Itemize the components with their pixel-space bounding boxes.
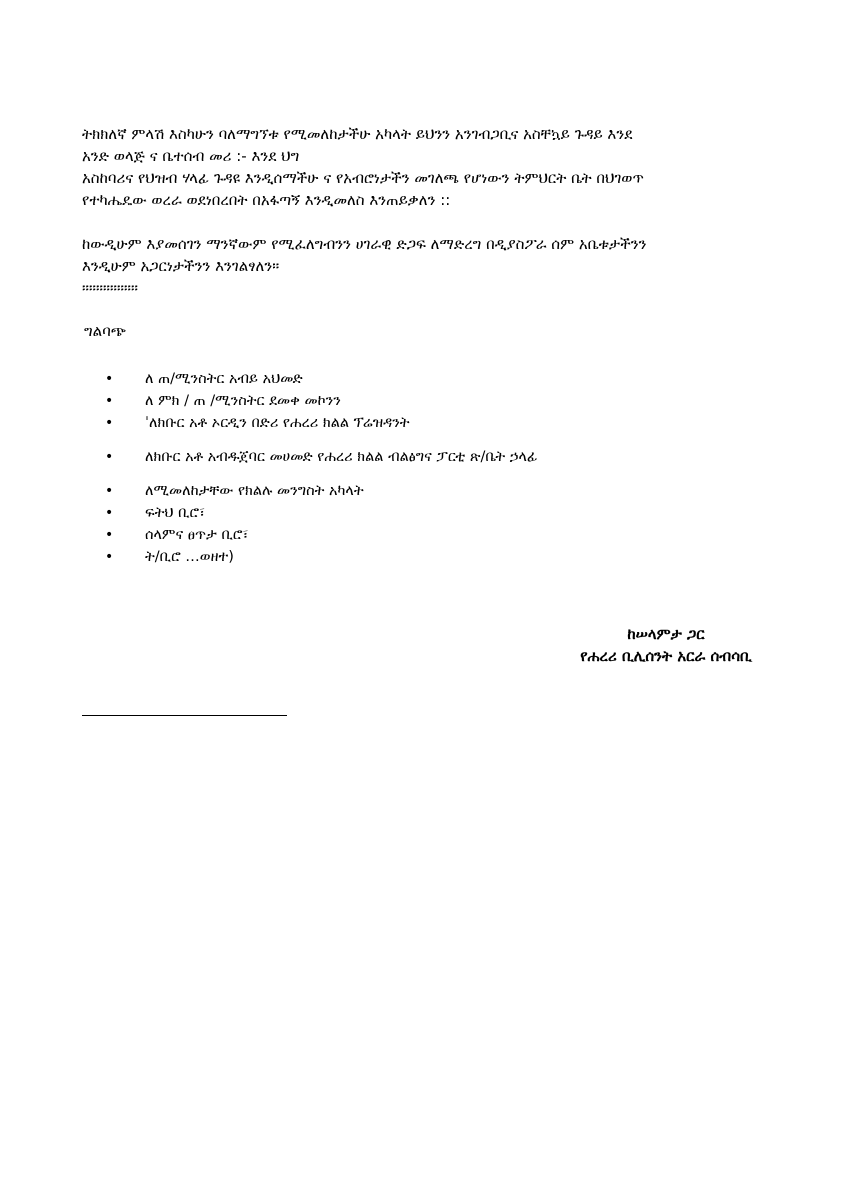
cc-item-text: ለ ምክ / ጠ /ሚንስትር ደመቀ መኮንን: [145, 393, 341, 409]
paragraph-line: አስከባሪና የህዝብ ሃላፊ ጉዳዩ እንዲሰማችሁ ና የአብሮነታችን መገለጫ የሆነውን ትምህርት ቤት በህገወጥ: [82, 169, 644, 187]
bullet-icon: •: [105, 505, 114, 521]
footnote-divider: [82, 715, 287, 716]
cc-item-text: ፍትህ ቢሮ፣: [145, 505, 206, 521]
paragraph-line: የተካሔዴው ወረራ ወደነበረበት በአፋጣኝ እንዲመለስ እንጠይቃለን ::: [82, 191, 451, 209]
bullet-icon: •: [105, 449, 114, 465]
cc-item-text: ˈለክቡር አቶ ኦርዲን በድሪ የሐረሪ ክልል ፕሬዝዳንት: [145, 415, 410, 431]
bullet-icon: •: [105, 483, 114, 499]
signoff-block: [536, 623, 796, 667]
letter-paragraph-2: [82, 233, 782, 299]
list-item: [103, 502, 538, 524]
letter-paragraph-1: [82, 123, 782, 211]
paragraph-line: ትክክለኛ ምላሽ እስካሁን ባለማግኘቱ የሚመለከታችሁ አካላት ይህንን አንገብጋቢና አስቸኳይ ጉዳይ እንደ: [82, 125, 633, 143]
bullet-icon: •: [105, 371, 114, 387]
paragraph-line: ከውዲሁም እያመሰገን ማንኛውም የሚፈለግብንን ሀገራዊ ድጋፍ ለማድረግ በዲያስፖራ ሰም አቤቱታችንን: [82, 235, 647, 253]
cc-list: [103, 368, 538, 568]
paragraph-line: አንድ ወላጅ ና ቤተሰብ መሪ :- እንደ ህግ: [82, 147, 300, 165]
paragraph-line: ።።።።።።።።: [82, 279, 139, 297]
bullet-icon: •: [105, 549, 114, 565]
cc-item-text: ለክቡር አቶ አብዱጀባር መሀመድ የሐረሪ ክልል ብልፅግና ፓርቲ ጽ/ቤት ኃላፊ: [145, 449, 538, 465]
list-item: [103, 546, 538, 568]
bullet-icon: •: [105, 415, 114, 431]
list-item: [103, 390, 538, 412]
list-item: [103, 480, 538, 502]
list-item: [103, 412, 538, 434]
cc-item-text: ለሚመለከታቸው የክልሉ መንግስት አካላት: [145, 483, 364, 499]
list-item: [103, 524, 538, 546]
signatory-line: የሐረሪ ቢሊሰንት አርራ ሰብሳቢ: [580, 647, 752, 665]
cc-item-text: ለ ጠ/ሚንስትር አብይ አህመድ: [145, 371, 303, 387]
list-item: [103, 446, 538, 468]
list-item: [103, 368, 538, 390]
paragraph-line: እንዲሁም አጋርነታችንን እንገልፃለን።: [82, 257, 280, 275]
bullet-icon: •: [105, 393, 114, 409]
closing-line: ከሠላምታ ጋር: [627, 625, 705, 643]
cc-item-text: ሰላምና ፀጥታ ቢሮ፣: [145, 527, 249, 543]
bullet-icon: •: [105, 527, 114, 543]
cc-heading: ግልባጭ: [84, 322, 126, 340]
cc-item-text: ት/ቢሮ …ወዘተ): [145, 549, 234, 565]
